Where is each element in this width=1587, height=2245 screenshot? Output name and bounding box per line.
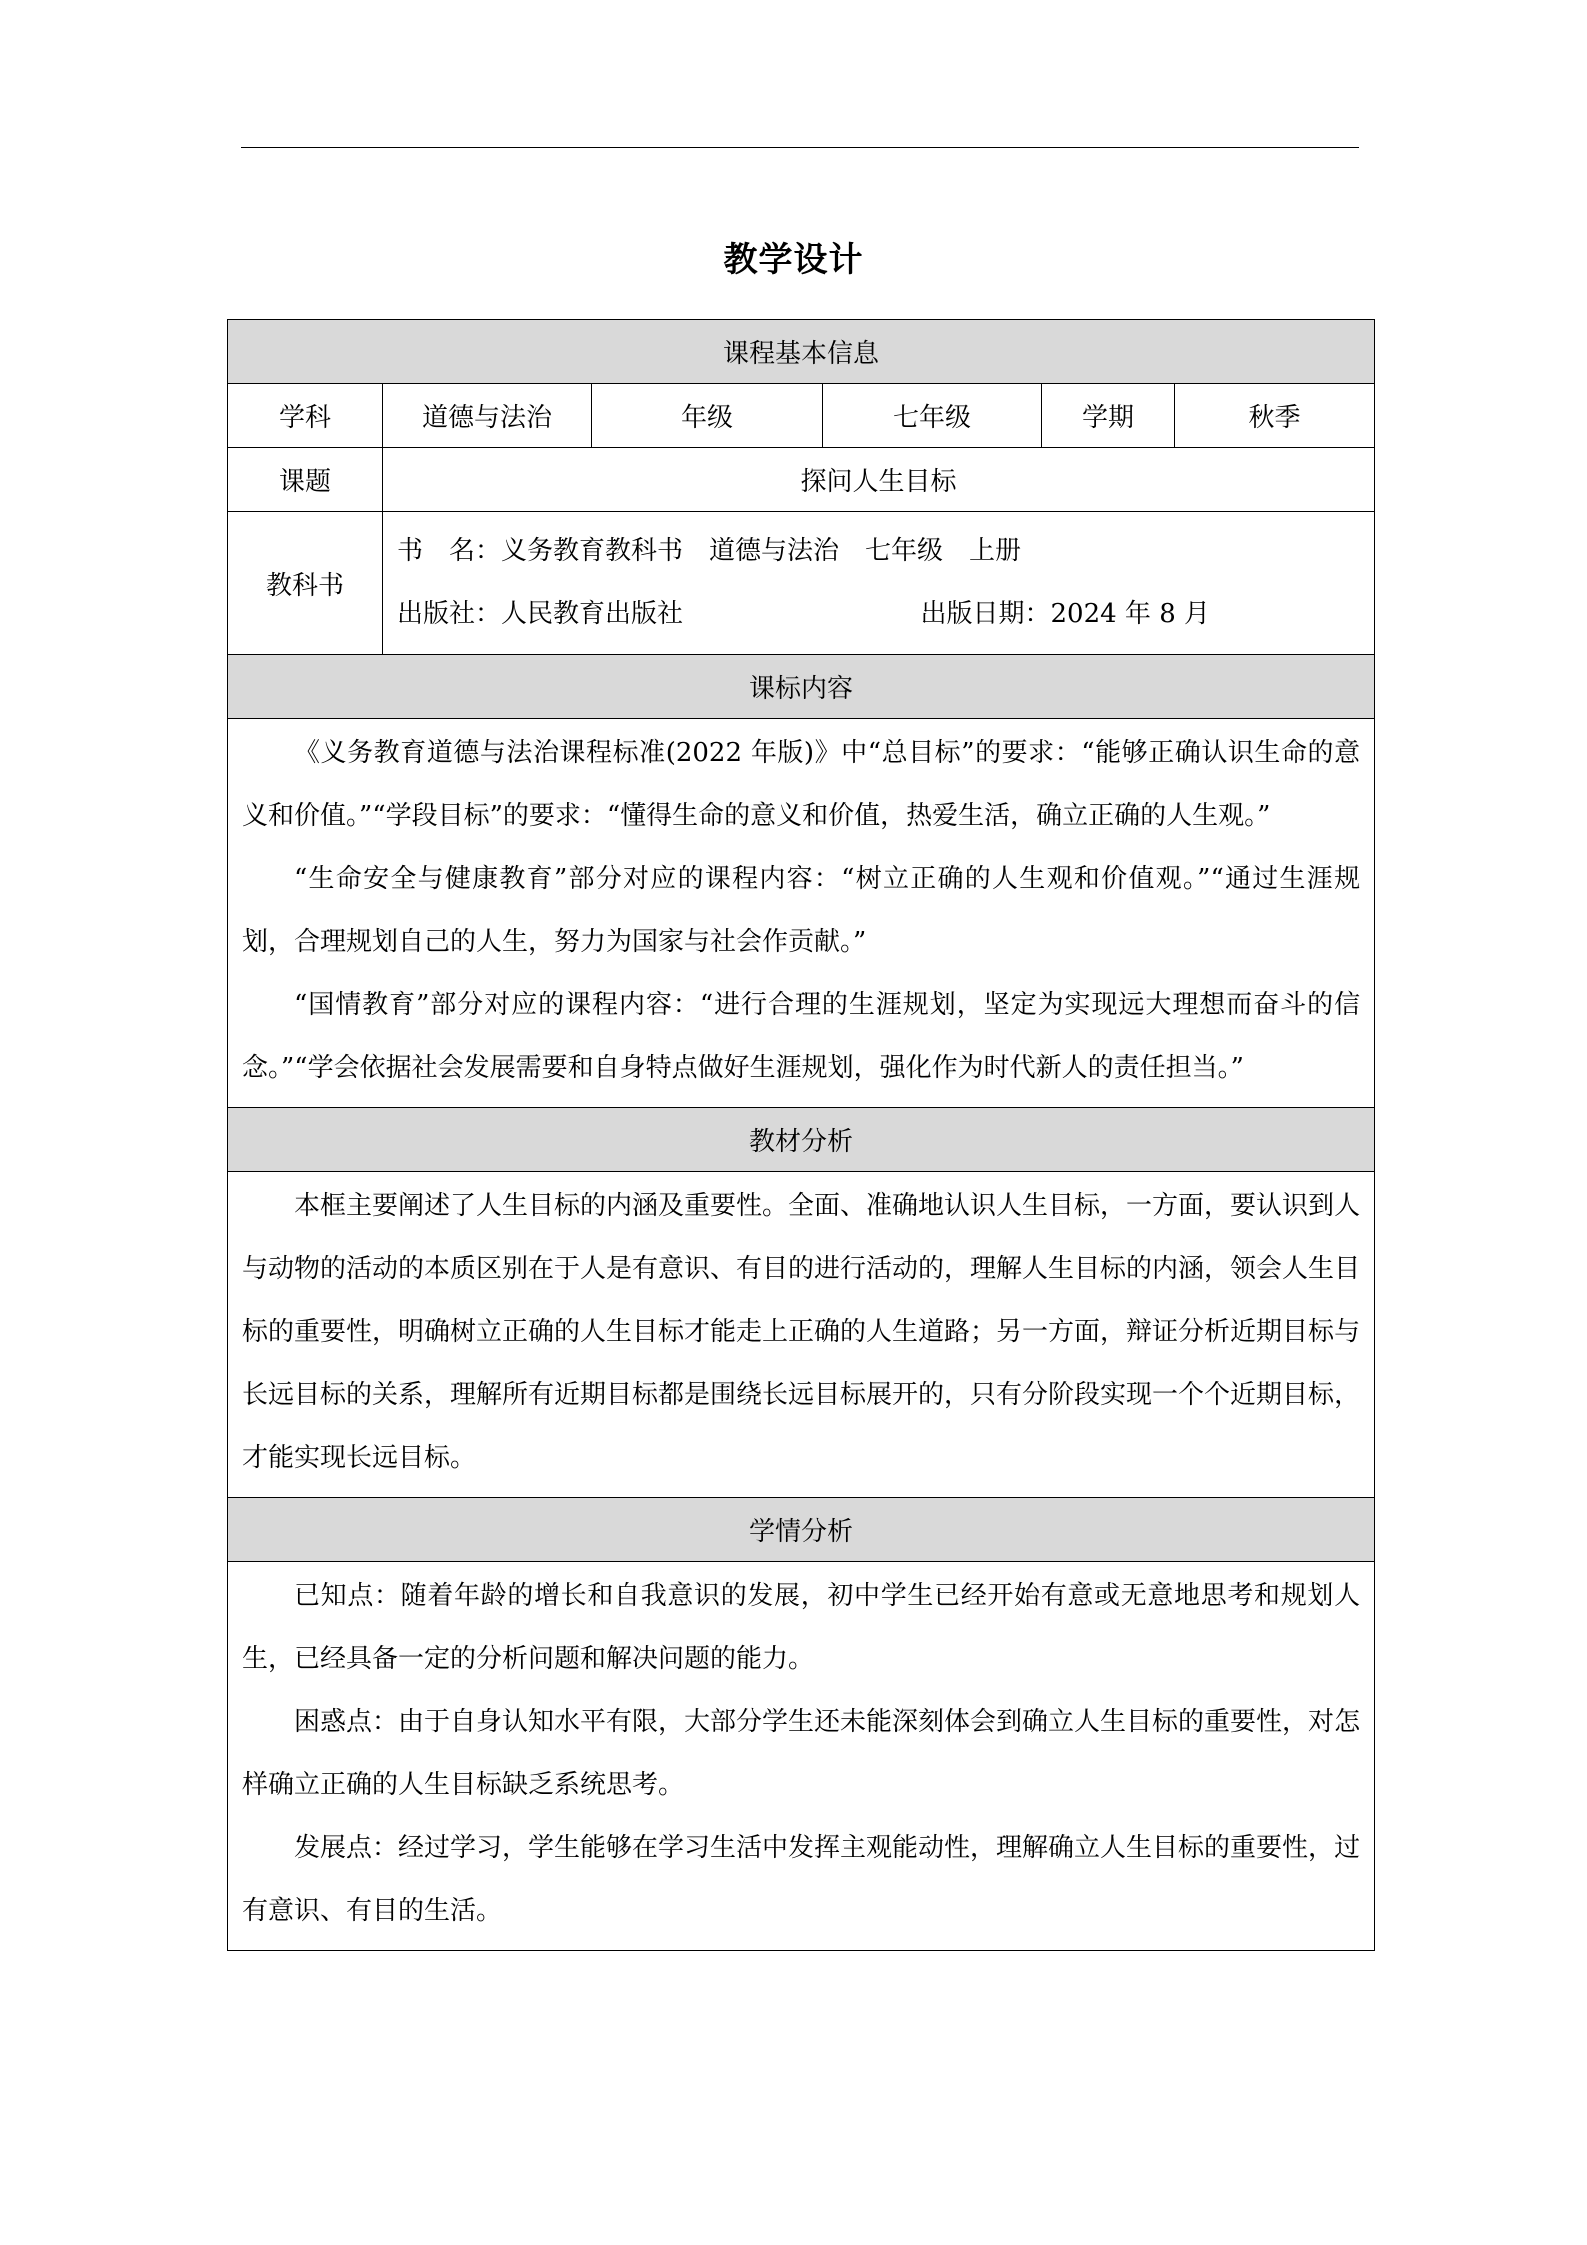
lesson-design-table (227, 319, 1375, 1951)
subject-value: 道德与法治 (383, 384, 592, 448)
publisher-line (397, 583, 1360, 646)
students-paragraph: 发展点：经过学习，学生能够在学习生活中发挥主观能动性，理解确立人生目标的重要性，过有意识、有目的生活。 (242, 1833, 1361, 1926)
students-paragraph: 困惑点：由于自身认知水平有限，大部分学生还未能深刻体会到确立人生目标的重要性，对怎样确立正确的人生目标缺乏系统思考。 (242, 1707, 1361, 1800)
grade-value: 七年级 (823, 384, 1042, 448)
students-heading: 学情分析 (228, 1498, 1375, 1562)
publisher: 出版社：人民教育出版社 (397, 599, 684, 629)
standards-heading: 课标内容 (228, 655, 1375, 719)
document-title: 教学设计 (723, 240, 864, 280)
material-paragraph: 本框主要阐述了人生目标的内涵及重要性。全面、准确地认识人生目标，一方面，要认识到人与动物的活动的本质区别在于人是有意识、有目的进行活动的，理解人生目标的内涵，领会人生目标的重要性，明确树立正确的人生目标才能走上正确的人生道路；另一方面，辩证分析近期目标与长远目标的关系，理解所有近期目标都是围绕长远目标展开的，只有分阶段实现一个个近期目标，才能实现长远目标。 (242, 1191, 1361, 1473)
textbook-details (383, 512, 1375, 655)
subject-label: 学科 (228, 384, 383, 448)
students-content (228, 1562, 1375, 1951)
standards-paragraph: “国情教育”部分对应的课程内容：“进行合理的生涯规划，坚定为实现远大理想而奋斗的信念。”“学会依据社会发展需要和自身特点做好生涯规划，强化作为时代新人的责任担当。” (242, 990, 1361, 1083)
header-rule (241, 147, 1359, 148)
topic-label: 课题 (228, 448, 383, 512)
publication-date: 出版日期：2024 年 8 月 (920, 599, 1211, 629)
material-content (228, 1172, 1375, 1498)
topic-value: 探问人生目标 (383, 448, 1375, 512)
material-heading: 教材分析 (228, 1108, 1375, 1172)
term-value: 秋季 (1175, 384, 1375, 448)
term-label: 学期 (1042, 384, 1175, 448)
standards-content (228, 719, 1375, 1108)
students-paragraph: 已知点：随着年龄的增长和自我意识的发展，初中学生已经开始有意或无意地思考和规划人生，已经具备一定的分析问题和解决问题的能力。 (242, 1581, 1361, 1674)
standards-paragraph: “生命安全与健康教育”部分对应的课程内容：“树立正确的人生观和价值观。”“通过生涯规划，合理规划自己的人生，努力为国家与社会作贡献。” (242, 864, 1361, 957)
grade-label: 年级 (592, 384, 823, 448)
basic-info-heading: 课程基本信息 (228, 320, 1375, 384)
book-name-line: 书 名：义务教育教科书 道德与法治 七年级 上册 (397, 536, 1022, 566)
standards-paragraph: 《义务教育道德与法治课程标准(2022 年版)》中“总目标”的要求：“能够正确认识生命的意义和价值。”“学段目标”的要求：“懂得生命的意义和价值，热爱生活，确立正确的人生观。” (242, 738, 1361, 831)
textbook-label: 教科书 (228, 512, 383, 655)
